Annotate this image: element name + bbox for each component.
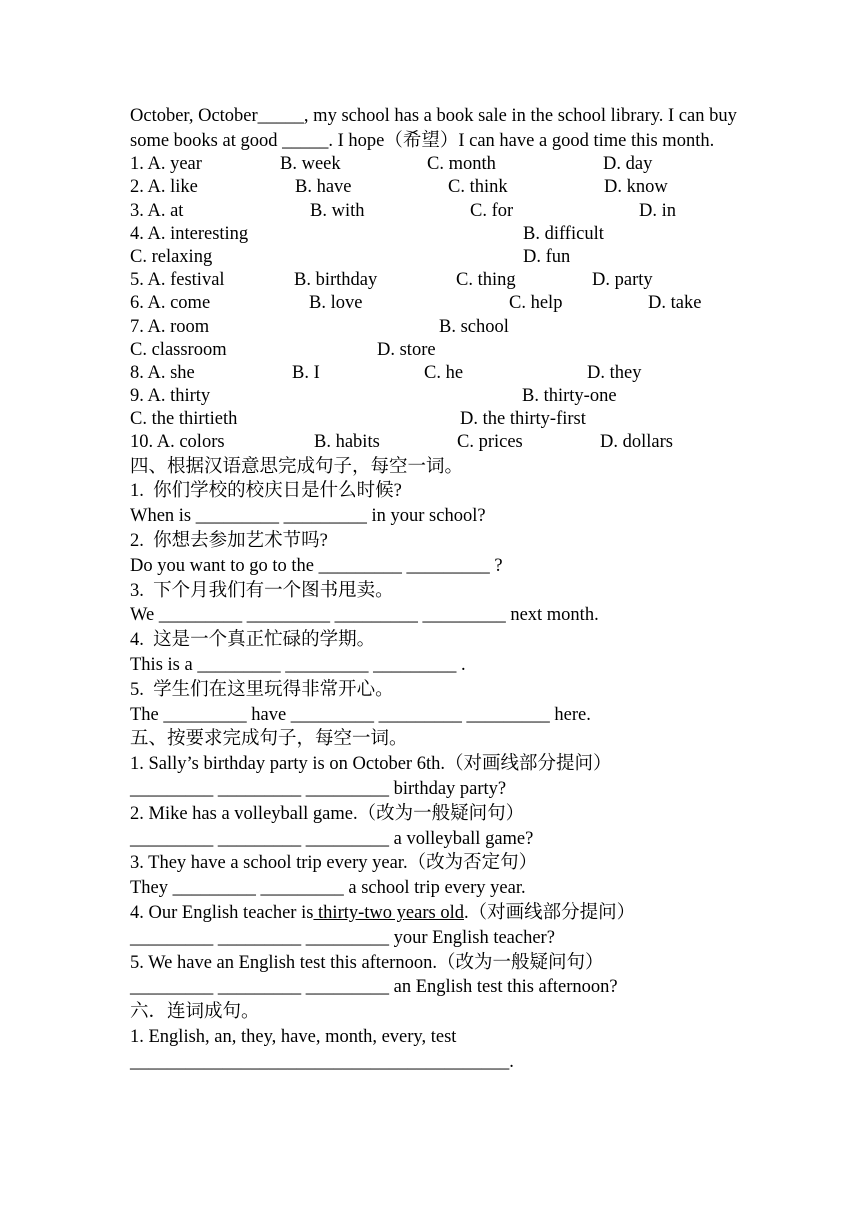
option-line-4: [130, 223, 740, 246]
option: B. love: [309, 293, 363, 314]
question-cn: 1. 你们学校的校庆日是什么时候?: [130, 481, 402, 502]
option-line-7: [130, 292, 740, 315]
option: 8. A. she: [130, 362, 195, 383]
option: 1. A. year: [130, 154, 202, 175]
option: C. think: [448, 177, 508, 198]
option: D. the thirty-first: [460, 409, 586, 430]
cloze-passage: October, October_____, my school has a book sale in the school library. I can buy some books at good _____. I hope（希望）I can have a good time this month.: [130, 106, 737, 151]
option: B. habits: [314, 432, 380, 453]
option: 10. A. colors: [130, 432, 225, 453]
worksheet-page: [130, 104, 740, 1075]
option: C. prices: [457, 432, 523, 453]
question: 3. They have a school trip every year.（改为否定句）: [130, 853, 538, 874]
option: D. they: [587, 362, 642, 383]
option: 5. A. festival: [130, 270, 225, 291]
option-line-9: [130, 339, 740, 362]
section-heading: 五、按要求完成句子，每空一词。: [130, 729, 408, 750]
question: 5. We have an English test this afternoon.（改为一般疑问句）: [130, 952, 604, 973]
option: D. day: [603, 154, 653, 175]
option: D. know: [604, 177, 668, 198]
section-heading: 四、根据汉语意思完成句子，每空一词。: [130, 456, 464, 477]
answer-line: We _________ _________ _________ _________ next month.: [130, 605, 599, 626]
option: C. he: [424, 362, 464, 383]
option-line-2: [130, 176, 740, 199]
options-block: [130, 153, 740, 454]
answer-line: _________ _________ _________ a volleyball game?: [130, 828, 534, 849]
answer-line: The _________ have _________ _________ _________ here.: [130, 704, 591, 725]
answer-line: _________________________________________.: [130, 1051, 514, 1072]
option-line-13: [130, 431, 740, 454]
answer-line: _________ _________ _________ your English teacher?: [130, 927, 555, 948]
option-line-11: [130, 385, 740, 408]
section-heading: 六．连词成句。: [130, 1002, 260, 1023]
answer-line: They _________ _________ a school trip every year.: [130, 878, 526, 899]
option: C. for: [470, 200, 514, 221]
option: B. thirty-one: [522, 386, 617, 407]
question-cn: 3. 下个月我们有一个图书甩卖。: [130, 580, 394, 601]
option: C. month: [427, 154, 496, 175]
section-6: [130, 1000, 740, 1074]
question: [130, 901, 740, 926]
option: B. have: [295, 177, 352, 198]
question-cn: 2. 你想去参加艺术节吗?: [130, 531, 328, 552]
section-5: [130, 727, 740, 1000]
option: D. in: [639, 200, 676, 221]
option: B. I: [292, 362, 320, 383]
option: 7. A. room: [130, 316, 210, 337]
option: C. thing: [456, 270, 516, 291]
option: D. take: [648, 293, 702, 314]
option: C. classroom: [130, 339, 227, 360]
option-line-12: [130, 408, 740, 431]
answer-line: _________ _________ _________ an English test this afternoon?: [130, 977, 618, 998]
option: B. with: [310, 200, 365, 221]
option-line-10: [130, 362, 740, 385]
option-line-8: [130, 316, 740, 339]
option-line-6: [130, 269, 740, 292]
section-4: [130, 455, 740, 728]
option: 3. A. at: [130, 200, 184, 221]
question: 1. English, an, they, have, month, every, test: [130, 1026, 457, 1047]
option: B. school: [439, 316, 509, 337]
option: C. the thirtieth: [130, 409, 238, 430]
option: B. week: [280, 154, 341, 175]
question: 1. Sally’s birthday party is on October 6th.（对画线部分提问）: [130, 754, 612, 775]
answer-line: Do you want to go to the _________ _________ ?: [130, 555, 503, 576]
option: D. store: [377, 339, 436, 360]
option: B. birthday: [294, 270, 378, 291]
underlined-phrase: thirty-two years old: [313, 902, 464, 923]
option: D. fun: [523, 246, 571, 267]
option: 9. A. thirty: [130, 386, 211, 407]
option: 4. A. interesting: [130, 223, 249, 244]
question-text: 4. Our English teacher is: [130, 902, 314, 923]
option: 6. A. come: [130, 293, 211, 314]
option: C. relaxing: [130, 246, 213, 267]
question: 2. Mike has a volleyball game.（改为一般疑问句）: [130, 803, 525, 824]
answer-line: _________ _________ _________ birthday party?: [130, 778, 507, 799]
option: B. difficult: [523, 223, 604, 244]
option-line-3: [130, 200, 740, 223]
option: C. help: [509, 293, 563, 314]
option-line-1: [130, 153, 740, 176]
question-cn: 4. 这是一个真正忙碌的学期。: [130, 630, 376, 651]
question-cn: 5. 学生们在这里玩得非常开心。: [130, 679, 394, 700]
option: 2. A. like: [130, 177, 198, 198]
question-instruction: .（对画线部分提问）: [463, 902, 636, 923]
option-line-5: [130, 246, 740, 269]
option: D. dollars: [600, 432, 673, 453]
answer-line: This is a _________ _________ _________ .: [130, 655, 466, 675]
answer-line: When is _________ _________ in your school?: [130, 506, 486, 527]
option: D. party: [592, 270, 653, 291]
